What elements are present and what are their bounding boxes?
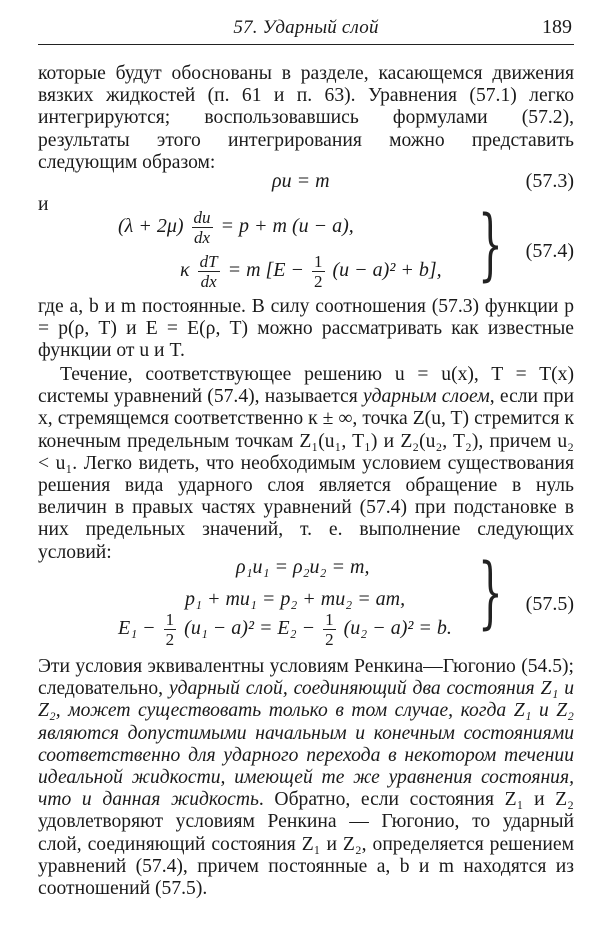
equation-57-3: ρu = m xyxy=(272,170,330,192)
equation-57-5-line-2: p₁ + mu₁ = p₂ + mu₂ = am, xyxy=(185,588,406,610)
right-brace-icon: } xyxy=(478,200,503,290)
fraction-denominator: dx xyxy=(200,272,217,291)
equation-label-57-3: (57.3) xyxy=(525,170,574,192)
connector-word: и xyxy=(38,194,49,215)
paragraph-3-text-b: , если при x, стремящемся соответственно к ± ∞, точка Z(u, T) стремится к конечным предельным точкам Z₁(u₁, T₁) и Z₂(u₂, T₂), причем u₂ < u₁. Легко видеть, что необходимым условием существования решения вида ударного слоя является обращение в нуль величин в правых частях уравнений (57.4) при подстановке в них предельных значений, т. е. выполнение следующих условий: xyxy=(38,386,575,563)
fraction-denominator: dx xyxy=(194,228,211,247)
equation-57-4-line-2 xyxy=(180,252,442,291)
paragraph-3 xyxy=(38,364,574,564)
eq-57-5-l3-b: (u₁ − a)² = E₂ − xyxy=(184,617,316,640)
paragraph-4-theorem-italic: ударный слой, соединяющий два состояния Z₁ и Z₂, может существовать только в том случае, когда Z₁ и Z₂ являются допустимыми начальным и конечным состояниями соответственно для ударного перехода в некотором течении идеальной жидкости, имеющей те же уравнения состояния, что и данная жидкость xyxy=(38,678,574,811)
fraction-one-half xyxy=(323,610,336,649)
eq-57-4-l2-right-b: (u − a)² + b], xyxy=(332,259,442,282)
eq-57-4-l1-right: = p + m (u − a), xyxy=(220,215,354,238)
fraction-one-half xyxy=(312,252,325,291)
fraction-numerator: 1 xyxy=(165,610,175,629)
fraction-denominator: 2 xyxy=(325,630,334,649)
fraction-one-half xyxy=(164,610,177,649)
right-brace-icon: } xyxy=(478,548,503,638)
fraction-du-dx xyxy=(192,208,213,247)
equation-57-5-line-3 xyxy=(118,610,452,649)
paragraph-3-text-a: Течение, соответствующее решению u = u(x), T = T(x) системы уравнений (57.4), называется xyxy=(38,364,574,408)
section-title: 57. Ударный слой xyxy=(233,17,379,38)
paragraph-1: которые будут обоснованы в разделе, касающемся движения вязких жидкостей (п. 61 и п. 63). Уравнения (57.1) легко интегрируются; воспользовавшись формулами (57.2), результаты этого интегрирования можно представить следующим образом: xyxy=(38,63,574,173)
paragraph-4-text-a: Эти условия эквивалентны условиям Ренкина—Гюгонио (54.5); следовательно, xyxy=(38,656,574,700)
paragraph-4-text-c: . Обратно, если состояния Z₁ и Z₂ удовлетворяют условиям Ренкина — Гюгонио, то ударный слой, соединяющий состояния Z₁ и Z₂, определяется решением уравнений (57.4), причем постоянные a, b и m находятся из соотношений (57.5). xyxy=(38,789,574,900)
header-rule xyxy=(38,44,574,45)
paragraph-2: где a, b и m постоянные. В силу соотношения (57.3) функции p = p(ρ, T) и E = E(ρ, T) можно рассматривать как известные функции от u и T. xyxy=(38,296,574,362)
eq-57-5-l3-a: E₁ − xyxy=(118,617,156,640)
fraction-dT-dx xyxy=(198,252,220,291)
fraction-denominator: 2 xyxy=(314,272,323,291)
eq-57-4-l2-left: κ xyxy=(180,259,190,282)
fraction-numerator: du xyxy=(193,208,211,227)
fraction-numerator: dT xyxy=(199,252,218,271)
page-number: 189 xyxy=(542,16,572,38)
equation-57-4-line-1 xyxy=(118,208,354,247)
eq-57-4-l2-right-a: = m [E − xyxy=(227,259,305,282)
fraction-denominator: 2 xyxy=(165,630,175,649)
eq-57-5-l3-c: (u₂ − a)² = b. xyxy=(343,617,452,640)
equation-label-57-5: (57.5) xyxy=(525,593,574,615)
running-header xyxy=(38,12,574,42)
equation-label-57-4: (57.4) xyxy=(525,240,574,262)
equation-57-5-line-1: ρ₁u₁ = ρ₂u₂ = m, xyxy=(236,556,370,578)
fraction-numerator: 1 xyxy=(314,252,323,271)
paragraph-4 xyxy=(38,656,574,900)
eq-57-4-l1-left: (λ + 2μ) xyxy=(118,215,184,238)
term-shock-layer: ударным слоем xyxy=(362,386,490,408)
fraction-numerator: 1 xyxy=(325,610,334,629)
